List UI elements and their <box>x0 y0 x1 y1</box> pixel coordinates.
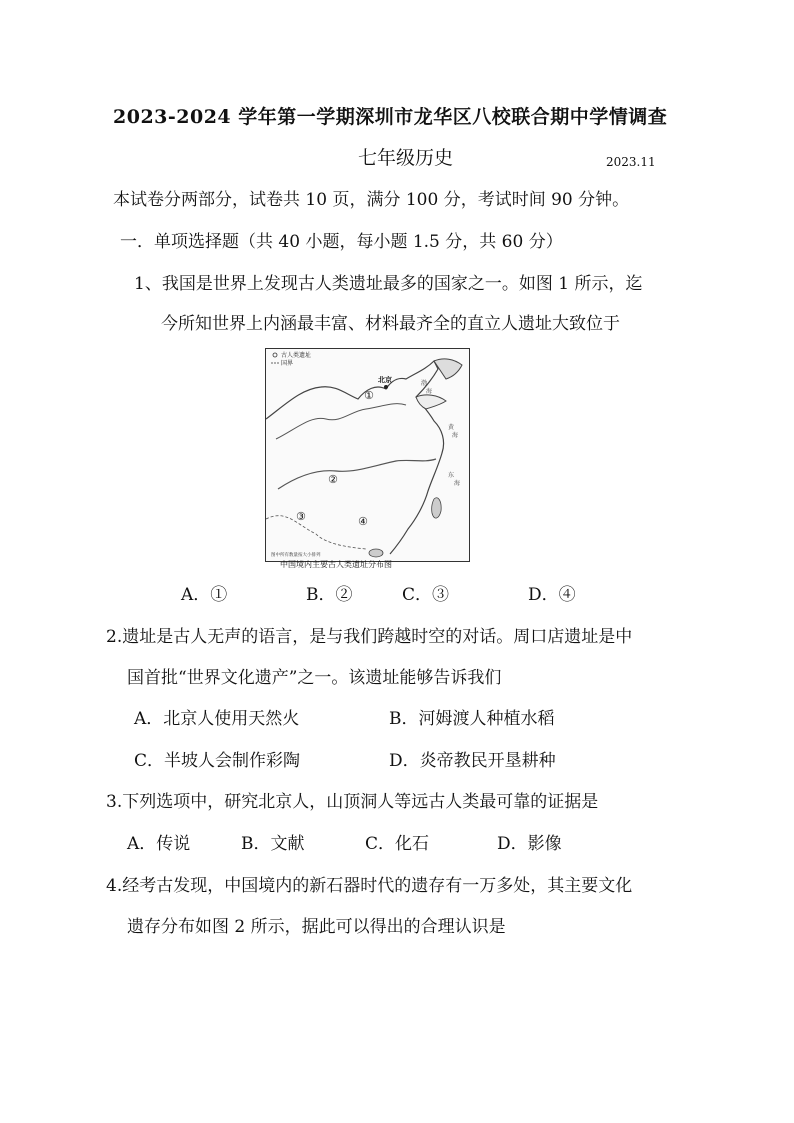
sea-label-bo: 渤 <box>421 380 428 387</box>
exam-title: 2023-2024 学年第一学期深圳市龙华区八校联合期中学情调查 <box>113 106 668 128</box>
q2-option-a: A．北京人使用天然火 <box>134 709 300 729</box>
sea-label-dong: 东 <box>448 472 455 479</box>
legend-site-label: 古人类遗址 <box>281 352 312 359</box>
exam-intro: 本试卷分两部分，试卷共 10 页，满分 100 分，考试时间 90 分钟。 <box>113 190 630 210</box>
coastline <box>266 361 444 554</box>
q3-line1: 3.下列选项中，研究北京人，山顶洞人等远古人类最可靠的证据是 <box>106 792 599 812</box>
exam-subtitle: 七年级历史 <box>358 147 454 169</box>
q3-option-c: C．化石 <box>365 834 430 854</box>
q2-option-d: D．炎帝教民开垦耕种 <box>389 751 556 771</box>
q1-line1: 1、我国是世界上发现古人类遗址最多的国家之一。如图 1 所示，迄 <box>134 274 643 294</box>
beijing-label: 北京 <box>378 376 392 384</box>
q1-option-d: D．④ <box>528 585 576 605</box>
q4-line1: 4.经考古发现，中国境内的新石器时代的遗存有一万多处，其主要文化 <box>106 876 633 896</box>
map-marker-4: ④ <box>358 515 368 528</box>
map-note: 图中所有数量按大小排列 <box>271 553 321 558</box>
legend-site-icon <box>273 353 277 357</box>
legend-border-label: 国界 <box>281 360 294 367</box>
q3-option-a: A．传说 <box>127 834 191 854</box>
q3-option-b: B．文献 <box>241 834 305 854</box>
map-caption: 中国境内主要古人类遗址分布图 <box>280 560 392 569</box>
taiwan-island <box>432 498 442 518</box>
yellow-river <box>276 404 406 439</box>
hainan-island <box>369 549 383 557</box>
beijing-dot <box>384 385 388 389</box>
map-marker-3: ③ <box>296 510 306 523</box>
peninsula <box>416 395 446 409</box>
q2-option-b: B．河姆渡人种植水稻 <box>389 709 555 729</box>
q2-line1: 2.遗址是古人无声的语言，是与我们跨越时空的对话。周口店遗址是中 <box>106 627 633 647</box>
q3-option-d: D．影像 <box>497 834 562 854</box>
q1-option-c: C．③ <box>402 585 450 605</box>
q2-line2: 国首批“世界文化遗产”之一。该遗址能够告诉我们 <box>127 668 502 688</box>
section-heading: 一．单项选择题（共 40 小题，每小题 1.5 分，共 60 分） <box>120 232 563 252</box>
southwest-border <box>266 516 366 549</box>
q1-option-a: A．① <box>181 585 228 605</box>
sea-label-huang: 黄 <box>448 424 455 431</box>
site-distribution-map <box>265 348 470 562</box>
sea-label-hai2: 海 <box>452 432 459 439</box>
yangtze-river <box>278 459 436 489</box>
exam-date: 2023.11 <box>606 155 656 169</box>
map-marker-2: ② <box>328 473 338 486</box>
q2-option-c: C．半坡人会制作彩陶 <box>134 751 301 771</box>
q1-line2: 今所知世界上内涵最丰富、材料最齐全的直立人遗址大致位于 <box>161 314 620 334</box>
sea-label-hai3: 海 <box>454 480 461 487</box>
q1-option-b: B．② <box>306 585 353 605</box>
sea-label-hai1: 海 <box>426 388 433 395</box>
map-figure <box>266 349 469 561</box>
q4-line2: 遗存分布如图 2 所示，据此可以得出的合理认识是 <box>127 917 506 937</box>
map-marker-1: ① <box>364 389 374 402</box>
